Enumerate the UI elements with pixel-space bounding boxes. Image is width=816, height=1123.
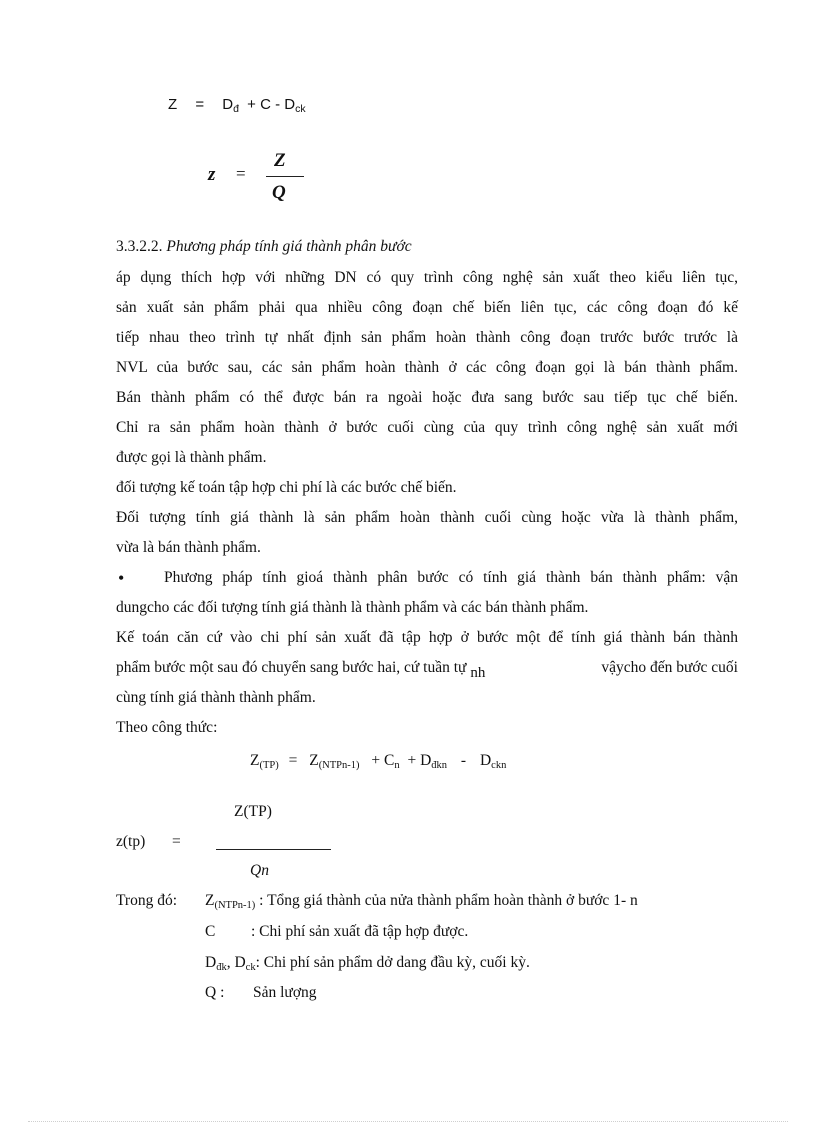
formula3-dc: D xyxy=(479,752,492,769)
legend-text: : Chi phí sản xuất đã tập hợp được. xyxy=(251,923,469,940)
formula4-numerator: Z(TP) xyxy=(234,803,272,820)
bullet-symbol: • xyxy=(118,568,125,588)
legend-text: : Tổng giá thành của nửa thành phẩm hoàn thành ở bước 1- n xyxy=(259,892,638,909)
legend-symbol: D xyxy=(205,954,217,971)
text-line: Bán thành phẩm có thể được bán ra ngoài hoặc đưa sang bước sau tiếp tục chế biến. xyxy=(116,389,738,406)
formula2-eq: = xyxy=(236,164,246,183)
text-line: được gọi là thành phẩm. xyxy=(116,449,267,466)
legend-row-d xyxy=(205,954,530,972)
legend-separator: , D xyxy=(226,954,246,971)
text-line: áp dụng thích hợp với những DN có quy trình công nghệ sản xuất theo kiểu liên tục, xyxy=(116,269,738,286)
legend-text: : Chi phí sản phẩm dở dang đầu kỳ, cuối kỳ. xyxy=(255,954,530,971)
legend-row-ntp xyxy=(205,892,638,910)
formula-total-cost xyxy=(168,96,306,113)
text-line: cùng tính giá thành thành phẩm. xyxy=(116,689,316,706)
bullet-line-2: dungcho các đối tượng tính giá thành là thành phẩm và các bán thành phẩm. xyxy=(116,599,589,616)
legend-row-q xyxy=(205,984,317,1002)
legend-text: Sản lượng xyxy=(253,984,317,1001)
text-line: Đối tượng tính giá thành là sản phẩm hoàn thành cuối cùng hoặc vừa là thành phẩm, xyxy=(116,509,738,526)
text-line: đối tượng kế toán tập hợp chi phí là các bước chế biến. xyxy=(116,479,457,496)
formula4-eq: = xyxy=(172,833,181,850)
formula4-denominator: Qn xyxy=(250,862,269,879)
formula3-z: Z xyxy=(250,752,260,769)
formula2-denominator: Q xyxy=(272,182,286,203)
formula3-dkn-sub: đkn xyxy=(431,760,448,771)
formula3-eq: = xyxy=(288,752,298,769)
formula2-lhs: z xyxy=(208,164,216,185)
formula1-mid: + C - D xyxy=(247,96,296,113)
legend-symbol: Z xyxy=(205,892,215,909)
legend-row-c xyxy=(205,923,468,941)
formula3-ckn-sub: ckn xyxy=(491,760,507,771)
formula1-d: D xyxy=(222,96,234,113)
text-fragment-nh: nh xyxy=(470,665,486,681)
page-bottom-divider xyxy=(28,1121,788,1122)
bullet-line-1: Phương pháp tính gioá thành phân bước có tính giá thành bán thành phẩm: vận xyxy=(164,569,738,586)
text-line: NVL của bước sau, các sản phẩm hoàn thành ở các công đoạn gọi là bán thành phẩm. xyxy=(116,359,738,376)
text-line: Kế toán căn cứ vào chi phí sản xuất đã tập hợp ở bước một để tính giá thành bán thành xyxy=(116,629,738,646)
text-line: Theo công thức: xyxy=(116,719,218,736)
formula3-dd: + D xyxy=(407,752,432,769)
text-line: vừa là bán thành phẩm. xyxy=(116,539,261,556)
formula3-cn: + C xyxy=(371,752,395,769)
bullet-paragraph xyxy=(116,563,738,623)
formula1-lhs: Z xyxy=(168,96,178,113)
text-line-split xyxy=(116,653,738,683)
formula3-ntp-sub: (NTPn-1) xyxy=(318,760,360,771)
text-line: tiếp nhau theo trình tự nhất định sản phẩm hoàn thành công đoạn trước bước trước là xyxy=(116,329,738,346)
formula2-numerator: Z xyxy=(274,150,286,171)
formula4-fraction-bar xyxy=(216,849,331,850)
section-heading xyxy=(116,238,412,256)
text-fragment: phẩm bước một sau đó chuyển sang bước hai, cứ tuần tự xyxy=(116,659,467,676)
formula-finished-product-cost xyxy=(250,752,506,770)
section-number: 3.3.2.2. xyxy=(116,238,167,255)
legend-symbol-sub: ck xyxy=(245,962,256,973)
paragraph-scope xyxy=(116,263,738,563)
text-line: sản xuất sản phẩm phải qua nhiều công đoạn chế biến liên tục, các công đoạn đó kế xyxy=(116,299,738,316)
legend-symbol-sub: đk xyxy=(216,962,227,973)
formula3-n-sub: n xyxy=(394,760,400,771)
paragraph-process xyxy=(116,623,738,743)
legend-label: Trong đó: xyxy=(116,892,178,909)
formula3-tp-sub: (TP) xyxy=(259,760,279,771)
section-title: Phương pháp tính giá thành phân bước xyxy=(166,238,412,255)
formula3-z2: Z xyxy=(309,752,319,769)
legend-symbol: Q : xyxy=(205,984,225,1001)
formula1-eq: = xyxy=(195,96,205,113)
text-fragment: vậycho đến bước cuối xyxy=(601,659,738,676)
text-line: Chỉ ra sản phẩm hoàn thành ở bước cuối cùng của quy trình công nghệ sản xuất mới xyxy=(116,419,738,436)
formula4-lhs: z(tp) xyxy=(116,833,146,850)
legend-symbol: C xyxy=(205,923,216,940)
formula3-minus: - xyxy=(460,752,467,769)
legend-symbol-sub: (NTPn-1) xyxy=(214,900,256,911)
formula1-d-sub: đ xyxy=(233,103,239,115)
formula2-fraction-bar xyxy=(266,176,304,177)
formula1-ck-sub: ck xyxy=(295,103,306,115)
